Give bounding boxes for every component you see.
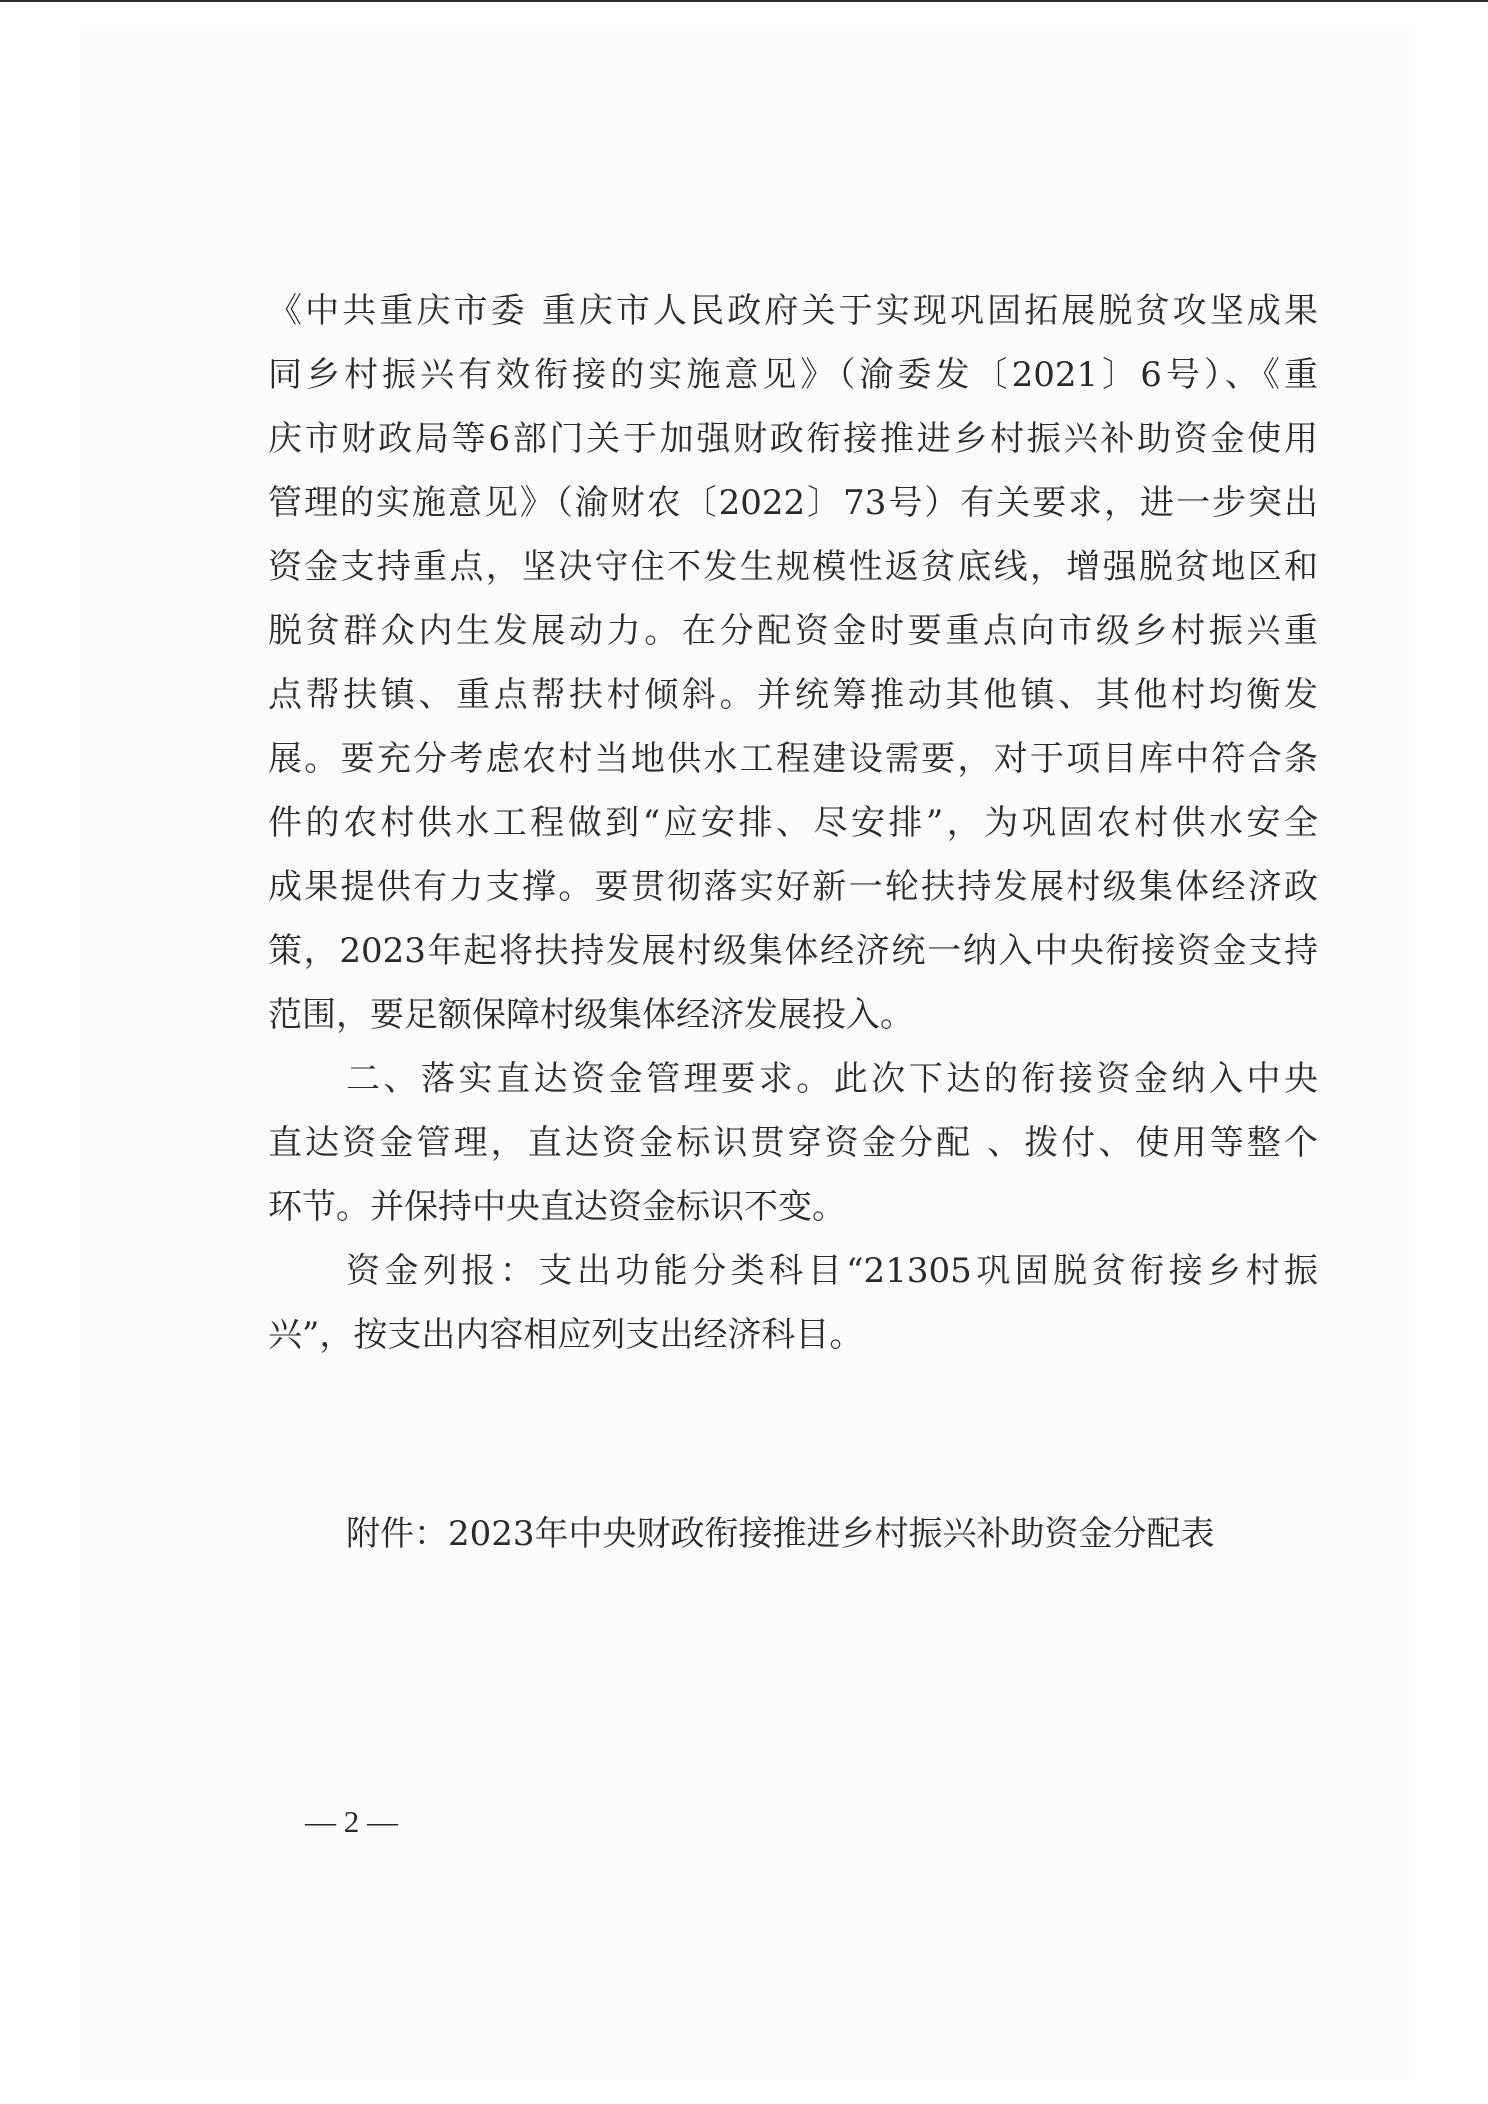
paragraph-1-line-10: 成果提供有力支撑。要贯彻落实好新一轮扶持发展村级集体经济政 [268, 867, 1318, 907]
paragraph-1-line-9: 件的农村供水工程做到“应安排、尽安排”，为巩固农村供水安全 [268, 803, 1318, 843]
paragraph-2-line-2: 直达资金管理，直达资金标识贯穿资金分配 、拨付、使用等整个 [268, 1123, 1318, 1163]
paragraph-1-line-8: 展。要充分考虑农村当地供水工程建设需要，对于项目库中符合条 [268, 739, 1318, 779]
paragraph-1-line-6: 脱贫群众内生发展动力。在分配资金时要重点向市级乡村振兴重 [268, 611, 1318, 651]
attachment-line: 附件：2023年中央财政衔接推进乡村振兴补助资金分配表 [346, 1514, 1215, 1554]
paragraph-1-line-3: 庆市财政局等6部门关于加强财政衔接推进乡村振兴补助资金使用 [268, 419, 1318, 459]
paragraph-3-line-1: 资金列报：支出功能分类科目“21305巩固脱贫衔接乡村振 [346, 1251, 1318, 1291]
paragraph-1-line-1: 《中共重庆市委 重庆市人民政府关于实现巩固拓展脱贫攻坚成果 [268, 291, 1318, 331]
paragraph-1-line-12: 范围，要足额保障村级集体经济发展投入。 [268, 995, 914, 1035]
paragraph-1-line-11: 策，2023年起将扶持发展村级集体经济统一纳入中央衔接资金支持 [268, 931, 1318, 971]
document-body [268, 279, 1318, 1367]
scan-top-edge [0, 0, 1488, 2]
page-number: — 2 — [305, 1804, 398, 1839]
paragraph-1-line-5: 资金支持重点，坚决守住不发生规模性返贫底线，增强脱贫地区和 [268, 547, 1318, 587]
paragraph-1-line-7: 点帮扶镇、重点帮扶村倾斜。并统筹推动其他镇、其他村均衡发 [268, 675, 1318, 715]
paragraph-1-line-4: 管理的实施意见》（渝财农〔2022〕73号）有关要求，进一步突出 [268, 483, 1318, 523]
paragraph-3-line-2: 兴”，按支出内容相应列支出经济科目。 [268, 1315, 864, 1355]
paragraph-2-line-1: 二、落实直达资金管理要求。此次下达的衔接资金纳入中央 [346, 1059, 1318, 1099]
paragraph-2-line-3: 环节。并保持中央直达资金标识不变。 [268, 1187, 846, 1227]
paragraph-1-line-2: 同乡村振兴有效衔接的实施意见》（渝委发〔2021〕6号）、《重 [268, 355, 1318, 395]
